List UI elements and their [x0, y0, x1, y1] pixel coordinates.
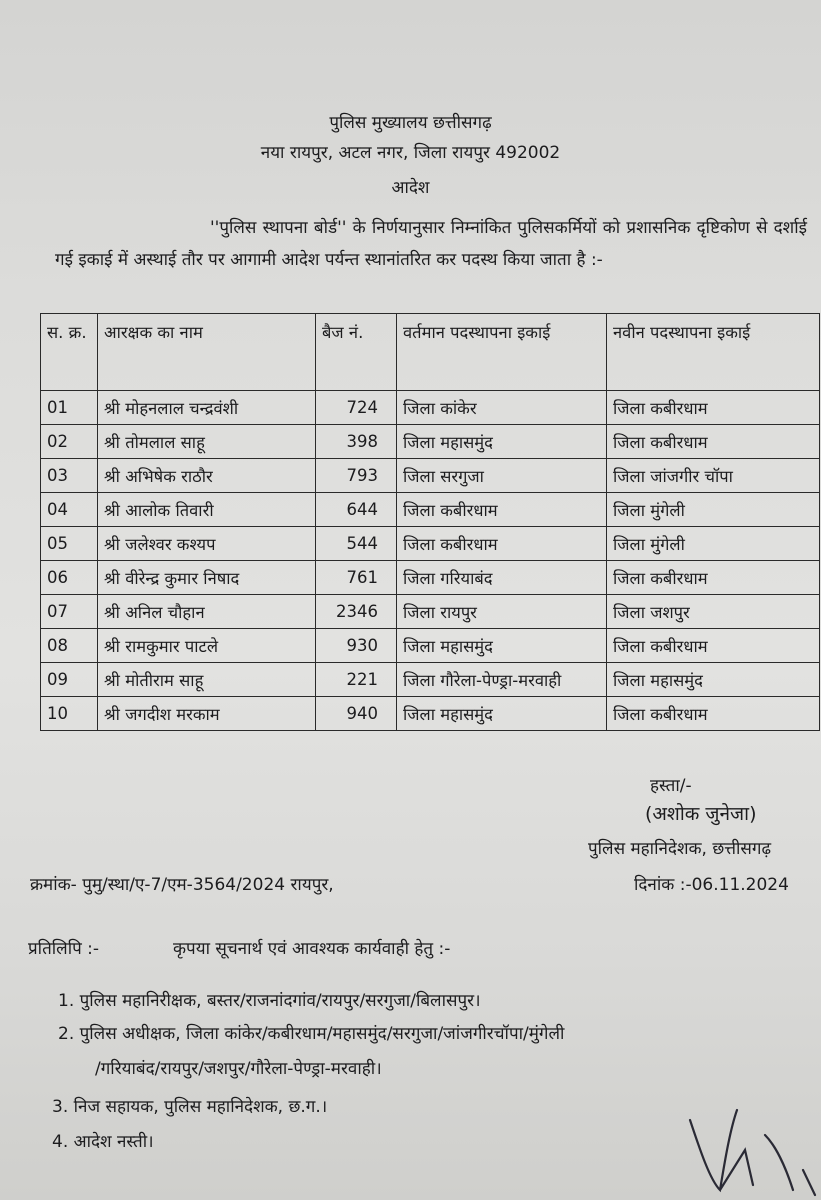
cell-new-unit: जिला मुंगेली [607, 493, 820, 527]
cell-new-unit: जिला महासमुंद [607, 663, 820, 697]
cell-badge: 761 [316, 561, 397, 595]
copy-to-label: प्रतिलिपि :- [28, 939, 100, 959]
cell-name: श्री मोहनलाल चन्द्रवंशी [98, 391, 316, 425]
handwritten-signature [675, 1090, 821, 1200]
cell-current-unit: जिला महासमुंद [397, 697, 607, 731]
signed-mark: हस्ता/- [650, 776, 692, 796]
cell-serial: 04 [41, 493, 98, 527]
signatory-designation: पुलिस महानिदेशक, छत्तीसगढ़ [588, 839, 772, 859]
reference-date: दिनांक :-06.11.2024 [634, 875, 789, 895]
order-text-content: ''पुलिस स्थापना बोर्ड'' के निर्णयानुसार निम्नांकित पुलिसकर्मियों को प्रशासनिक दृष्टिकोण से दर्शाई गई इकाई में अस्थाई तौर पर आगामी आदेश पर्यन्त स्थानांतरित कर पदस्थ किया जाता है :- [55, 218, 807, 270]
cell-current-unit: जिला सरगुजा [397, 459, 607, 493]
transfer-table [40, 313, 820, 731]
cell-name: श्री रामकुमार पाटले [98, 629, 316, 663]
cell-current-unit: जिला कबीरधाम [397, 493, 607, 527]
table-row [41, 459, 820, 493]
cell-name: श्री वीरेन्द्र कुमार निषाद [98, 561, 316, 595]
cell-badge: 398 [316, 425, 397, 459]
cell-name: श्री जलेश्वर कश्यप [98, 527, 316, 561]
office-name: पुलिस मुख्यालय छत्तीसगढ़ [329, 113, 492, 133]
cell-badge: 724 [316, 391, 397, 425]
table-row [41, 425, 820, 459]
table-row [41, 629, 820, 663]
table-row [41, 391, 820, 425]
cell-new-unit: जिला कबीरधाम [607, 697, 820, 731]
cell-new-unit: जिला कबीरधाम [607, 629, 820, 663]
col-name: आरक्षक का नाम [98, 314, 316, 391]
cell-new-unit: जिला जांजगीर चॉपा [607, 459, 820, 493]
cell-new-unit: जिला मुंगेली [607, 527, 820, 561]
signatory-name: (अशोक जुनेजा) [645, 803, 757, 825]
copy-item-2-continued: /गरियाबंद/रायपुर/जशपुर/गौरेला-पेण्ड्रा-मरवाही। [95, 1059, 382, 1079]
col-new-unit: नवीन पदस्थापना इकाई [607, 314, 820, 391]
cell-serial: 10 [41, 697, 98, 731]
cell-serial: 07 [41, 595, 98, 629]
office-address: नया रायपुर, अटल नगर, जिला रायपुर 492002 [260, 143, 561, 163]
copy-to-line [28, 936, 450, 959]
cell-serial: 08 [41, 629, 98, 663]
cell-serial: 09 [41, 663, 98, 697]
table-row [41, 697, 820, 731]
cell-current-unit: जिला कबीरधाम [397, 527, 607, 561]
order-text [55, 212, 807, 276]
copy-item-1: 1. पुलिस महानिरीक्षक, बस्तर/राजनांदगांव/रायपुर/सरगुजा/बिलासपुर। [58, 991, 481, 1011]
cell-current-unit: जिला महासमुंद [397, 425, 607, 459]
cell-current-unit: जिला कांकेर [397, 391, 607, 425]
document-type: आदेश [391, 178, 430, 198]
cell-serial: 01 [41, 391, 98, 425]
cell-serial: 06 [41, 561, 98, 595]
cell-name: श्री तोमलाल साहू [98, 425, 316, 459]
cell-new-unit: जिला जशपुर [607, 595, 820, 629]
table-row [41, 663, 820, 697]
cell-serial: 03 [41, 459, 98, 493]
cell-badge: 221 [316, 663, 397, 697]
cell-name: श्री अभिषेक राठौर [98, 459, 316, 493]
cell-new-unit: जिला कबीरधाम [607, 425, 820, 459]
cell-name: श्री जगदीश मरकाम [98, 697, 316, 731]
copy-to-purpose: कृपया सूचनार्थ एवं आवश्यक कार्यवाही हेतु :- [173, 939, 451, 959]
cell-current-unit: जिला गरियाबंद [397, 561, 607, 595]
col-badge: बैज नं. [316, 314, 397, 391]
table-row [41, 595, 820, 629]
cell-new-unit: जिला कबीरधाम [607, 391, 820, 425]
cell-current-unit: जिला महासमुंद [397, 629, 607, 663]
copy-item-3: 3. निज सहायक, पुलिस महानिदेशक, छ.ग.। [52, 1097, 328, 1117]
cell-serial: 02 [41, 425, 98, 459]
copy-item-2: 2. पुलिस अधीक्षक, जिला कांकेर/कबीरधाम/महासमुंद/सरगुजा/जांजगीरचॉपा/मुंगेली [58, 1024, 565, 1044]
cell-current-unit: जिला गौरेला-पेण्ड्रा-मरवाही [397, 663, 607, 697]
cell-serial: 05 [41, 527, 98, 561]
reference-number: क्रमांक- पुमु/स्था/ए-7/एम-3564/2024 रायपुर, [30, 875, 334, 895]
cell-badge: 544 [316, 527, 397, 561]
cell-current-unit: जिला रायपुर [397, 595, 607, 629]
cell-name: श्री अनिल चौहान [98, 595, 316, 629]
table-row [41, 493, 820, 527]
cell-new-unit: जिला कबीरधाम [607, 561, 820, 595]
cell-name: श्री आलोक तिवारी [98, 493, 316, 527]
cell-badge: 644 [316, 493, 397, 527]
cell-badge: 793 [316, 459, 397, 493]
table-row [41, 561, 820, 595]
cell-badge: 2346 [316, 595, 397, 629]
cell-name: श्री मोतीराम साहू [98, 663, 316, 697]
col-serial: स. क्र. [41, 314, 98, 391]
table-row [41, 527, 820, 561]
copy-item-4: 4. आदेश नस्ती। [52, 1132, 154, 1152]
col-current-unit: वर्तमान पदस्थापना इकाई [397, 314, 607, 391]
cell-badge: 930 [316, 629, 397, 663]
table-header-row [41, 314, 820, 391]
cell-badge: 940 [316, 697, 397, 731]
